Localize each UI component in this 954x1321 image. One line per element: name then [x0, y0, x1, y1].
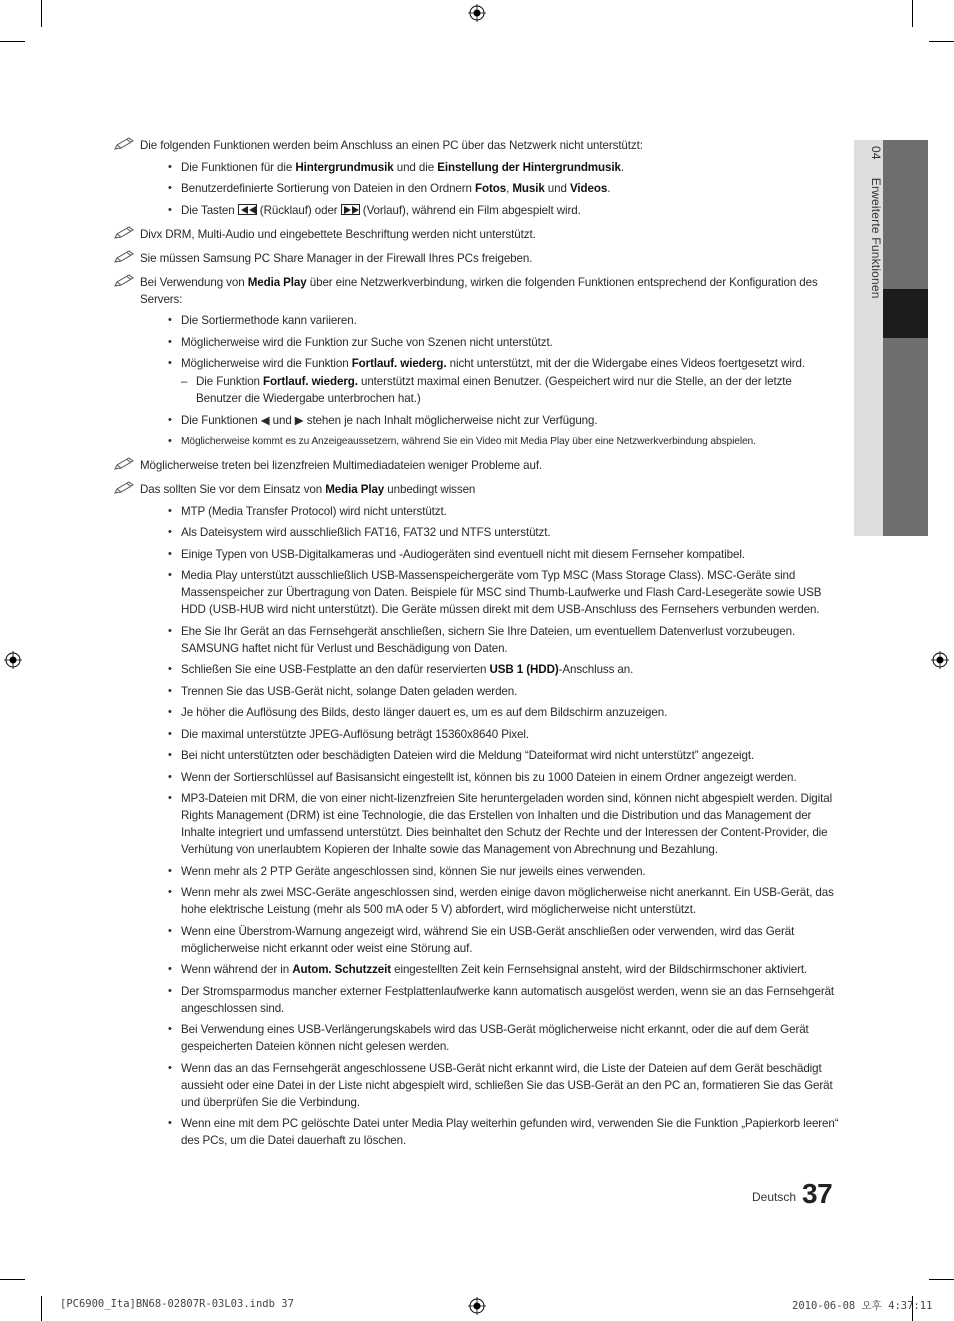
crop-mark — [0, 1279, 25, 1280]
list-item: • Die maximal unterstützte JPEG-Auflösung beträgt 15360x8640 Pixel. — [168, 726, 840, 743]
crop-mark — [912, 0, 913, 27]
list-item: • Benutzerdefinierte Sortierung von Dateien in den Ordnern Fotos, Musik und Videos. — [168, 180, 840, 197]
list-item: • Wenn der Sortierschlüssel auf Basisansicht eingestellt ist, können bis zu 1000 Dateien in einem Ordner angezeigt werden. — [168, 769, 840, 786]
registration-mark-icon — [468, 4, 486, 22]
print-slug-datetime: 2010-06-08 오후 4:37:11 — [792, 1300, 933, 1312]
print-slug-file: [PC6900_Ita]BN68-02807R-03L03.indb 37 — [60, 1298, 294, 1310]
sub-item: – Die Funktion Fortlauf. wiederg. unterstützt maximal einen Benutzer. (Gespeichert wird nur die Stelle, an der der letzte Benutzer die Wiedergabe unterbrochen hat.) — [181, 375, 792, 405]
crop-mark — [0, 41, 25, 42]
list-item: • Einige Typen von USB-Digitalkameras und -Audiogeräten sind eventuell nicht mit diesem Fernseher kompatibel. — [168, 546, 840, 563]
list-item: • Je höher die Auflösung des Bilds, desto länger dauert es, um es auf dem Bildschirm anzuzeigen. — [168, 704, 840, 721]
note-pencil-icon — [114, 481, 136, 495]
note — [114, 481, 840, 1149]
note-pencil-icon — [114, 137, 136, 151]
crop-mark — [929, 1279, 954, 1280]
note-pencil-icon — [114, 226, 136, 240]
list-item: • Media Play unterstützt ausschließlich USB-Massenspeichergeräte vom Typ MSC (Mass Storage Class). MSC-Geräte sind Massenspeicher zur Übertragung von Daten. Beispiele für MSC sind Thumb-Laufwerke und Flash Card-Lesegeräte sowie USB HDD (USB-HUB wird nicht unterstützt). Die Geräte müssen direkt mit dem USB-Anschluss des Fernsehers verbunden werden. — [168, 567, 840, 618]
crop-mark — [929, 41, 954, 42]
list-item: • Möglicherweise wird die Funktion Fortlauf. wiederg. nicht unterstützt, mit der die Widergabe eines Videos foertgesetzt wird. – Die Funktion Fortlauf. wiederg. unterstützt maximal einen Benutzer. (Gespeichert wird nur die Stelle, an der der letzte Benutzer die Wiedergabe unterbrochen hat.) — [168, 355, 840, 407]
note-pencil-icon — [114, 274, 136, 288]
chapter-title: Erweiterte Funktionen — [869, 177, 883, 299]
list-item: • Wenn mehr als zwei MSC-Geräte angeschlossen sind, werden einige davon möglicherweise nicht anerkannt. Ein USB-Gerät, das hohe elektrische Leistung (mehr als 500 mA oder 5 V) abfordert, wird möglicherweise nicht unterstützt. — [168, 884, 840, 918]
chapter-tab-dark-strip — [883, 140, 928, 536]
list-item: • Wenn eine mit dem PC gelöschte Datei unter Media Play weiterhin gefunden wird, verwenden Sie die Funktion „Papierkorb leeren“ des PCs, um die Datei dauerhaft zu löschen. — [168, 1115, 840, 1149]
list-item: • Schließen Sie eine USB-Festplatte an den dafür reservierten USB 1 (HDD)-Anschluss an. — [168, 661, 840, 678]
registration-mark-icon — [468, 1297, 486, 1315]
list-item: • Wenn eine Überstrom-Warnung angezeigt wird, während Sie ein USB-Gerät anschließen oder verwenden, wird das Gerät möglicherweise nicht erkannt oder weist eine Störung auf. — [168, 923, 840, 957]
bullet-list — [168, 503, 840, 1150]
list-item: • Als Dateisystem wird ausschließlich FAT16, FAT32 und NTFS unterstützt. — [168, 524, 840, 541]
list-item: • Wenn das an das Fernsehgerät angeschlossene USB-Gerät nicht erkannt wird, die Liste der Dateien auf dem Gerät beschädigt aussieht oder eine Datei in der Liste nicht abgespielt wird, schließen Sie das USB-Gerät an den PC an, formatieren Sie das Gerät und überprüfen Sie die Verbindung. — [168, 1060, 840, 1111]
list-item: • Die Funktionen für die Hintergrundmusik und die Einstellung der Hintergrundmusik. — [168, 159, 840, 176]
rewind-key-icon — [238, 204, 257, 215]
note — [114, 457, 840, 474]
list-item: • Bei nicht unterstützten oder beschädigten Dateien wird die Meldung “Dateiformat wird nicht unterstützt” angezeigt. — [168, 747, 840, 764]
note — [114, 226, 840, 243]
chapter-tab-label — [869, 146, 883, 299]
list-item: • Bei Verwendung eines USB-Verlängerungskabels wird das USB-Gerät möglicherweise nicht erkannt, oder die auf dem Gerät gespeicherten Dateien können nicht gelesen werden. — [168, 1021, 840, 1055]
note-pencil-icon — [114, 457, 136, 471]
list-item: • Möglicherweise kommt es zu Anzeigeaussetzern, während Sie ein Video mit Media Play über eine Netzwerkverbindung abspielen. — [168, 433, 840, 450]
list-item: • MTP (Media Transfer Protocol) wird nicht unterstützt. — [168, 503, 840, 520]
chapter-number: 04 — [869, 146, 883, 160]
list-item: • Die Funktionen ◀ und ▶ stehen je nach Inhalt möglicherweise nicht zur Verfügung. — [168, 412, 840, 429]
list-item: • Wenn während der in Autom. Schutzzeit eingestellten Zeit kein Fernsehsignal ansteht, wird der Bildschirmschoner aktiviert. — [168, 961, 840, 978]
note-pencil-icon — [114, 250, 136, 264]
note — [114, 137, 840, 219]
registration-mark-icon — [4, 651, 22, 669]
bullet-list — [168, 312, 840, 450]
list-item: • Der Stromsparmodus mancher externer Festplattenlaufwerke kann automatisch ausgelöst werden, wenn sie an das Fernsehgerät angeschlossen sind. — [168, 983, 840, 1017]
note — [114, 274, 840, 451]
list-item: • Möglicherweise wird die Funktion zur Suche von Szenen nicht unterstützt. — [168, 334, 840, 351]
note-text: Bei Verwendung von Media Play über eine Netzwerkverbindung, wirken die folgenden Funktionen entsprechend der Konfiguration des Servers: — [140, 275, 818, 306]
page-content — [114, 137, 840, 1149]
footer-language: Deutsch — [752, 1190, 797, 1204]
crop-mark — [41, 1296, 42, 1321]
note-text: Sie müssen Samsung PC Share Manager in der Firewall Ihres PCs freigeben. — [140, 251, 533, 265]
note-text: Divx DRM, Multi-Audio und eingebettete Beschriftung werden nicht unterstützt. — [140, 227, 536, 241]
note — [114, 250, 840, 267]
list-item: • Ehe Sie Ihr Gerät an das Fernsehgerät anschließen, sichern Sie Ihre Dateien, um eventuellem Datenverlust vorzubeugen. SAMSUNG haftet nicht für Verlust und Beschädigung von Daten. — [168, 623, 840, 657]
list-item: • Die Tasten (Rücklauf) oder (Vorlauf), während ein Film abgespielt wird. — [168, 202, 840, 219]
list-item: • Wenn mehr als 2 PTP Geräte angeschlossen sind, können Sie nur jeweils eines verwenden. — [168, 863, 840, 880]
registration-mark-icon — [931, 651, 949, 669]
list-item: • Trennen Sie das USB-Gerät nicht, solange Daten geladen werden. — [168, 683, 840, 700]
note-text: Die folgenden Funktionen werden beim Anschluss an einen PC über das Netzwerk nicht unterstützt: — [140, 139, 643, 152]
note-text: Möglicherweise treten bei lizenzfreien Multimediadateien weniger Probleme auf. — [140, 459, 543, 472]
fast-forward-key-icon — [341, 204, 360, 215]
bullet-list — [168, 159, 840, 219]
list-item: • Die Sortiermethode kann variieren. — [168, 312, 840, 329]
crop-mark — [41, 0, 42, 27]
list-item: • MP3-Dateien mit DRM, die von einer nicht-lizenzfreien Site heruntergeladen worden sind, können nicht abgespielt werden. Digital Rights Management (DRM) ist eine Technologie, die das Erstellen von Inhalten und die Distribution und das Management der Inhalte integriert und umfassend unterstützt. Dies beinhaltet den Schutz der Rechte und der Interessen der Content-Provider, die Verhütung von unerlaubtem Kopieren der Inhalte sowie das Management von Abrechnung und Bezahlung. — [168, 790, 840, 858]
chapter-tab-marker — [883, 289, 928, 338]
note-text: Das sollten Sie vor dem Einsatz von Media Play unbedingt wissen — [140, 483, 476, 496]
page-number: 37 — [802, 1178, 833, 1209]
